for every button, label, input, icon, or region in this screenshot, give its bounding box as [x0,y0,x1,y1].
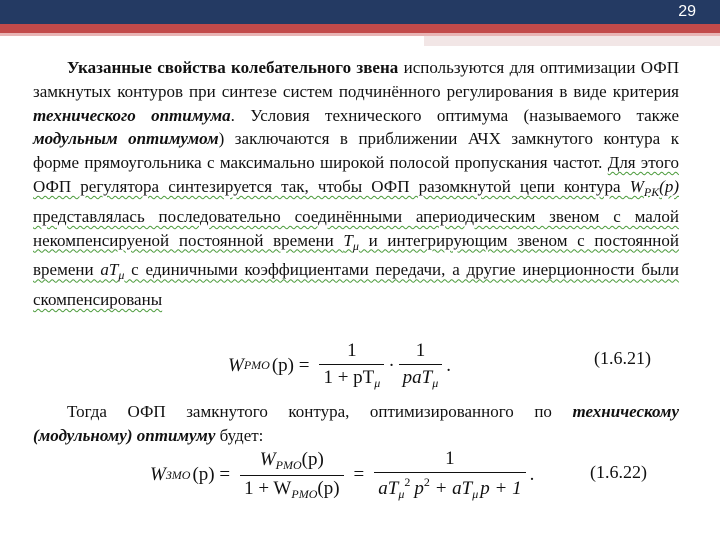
denominator [399,364,443,391]
numerator: 1 [415,340,426,361]
symbol: (p) [317,477,340,499]
symbol: (p) [301,448,324,470]
subscript: ЗМО [165,467,191,482]
numerator: 1 [347,340,357,361]
text: с единичными коэффициентами передачи, а другие инерционности были скомпенсированы [33,260,679,310]
subscript: μ [472,487,479,501]
operator: · [388,354,395,376]
denominator [319,364,384,391]
fraction [374,448,525,502]
numerator [256,449,328,475]
text-bold: Указанные свойства колебательного звена [67,58,399,77]
text: ) заключаются в приближении АЧХ замкнутого контура к форме прямоугольника с максимально широкой полосой пропускания частот. [33,129,679,173]
text-bold-italic: модульным оптимумом [33,129,219,149]
text-bold-italic: техническому (модульному) оптимуму [33,402,679,445]
text-bold-italic: технического оптимума [33,105,231,125]
text: Для этого ОФП регулятора синтезируется так, чтобы ОФП разомкнутой цепи контура [33,153,679,196]
superscript: 2 [404,475,411,489]
symbol-t-mu [343,230,359,253]
formula-1621 [228,340,451,391]
symbol: T [343,230,353,250]
symbol: W [228,354,244,376]
text: . Условия технического оптимума (называемого также [230,105,680,125]
header-bar [0,0,720,24]
subscript: PMO [243,358,270,372]
operator: . [529,464,535,485]
symbol: (p) [659,176,679,196]
subscript: μ [398,487,405,501]
underlined-text [33,153,679,309]
text: представлялась последовательно соединёнными апериодическим звеном с малой некомпенсируеной постоянной времени [33,206,679,250]
paragraph-main [33,56,679,312]
subscript: μ [352,238,359,253]
operator: = [353,464,365,485]
symbol: 1 + pT [323,367,375,388]
symbol: p + 1 [480,478,522,499]
text: будет: [215,425,264,445]
subscript: μ [432,376,439,390]
symbol: + aT [429,478,473,499]
subscript: μ [374,376,381,390]
text: Тогда ОФП замкнутого контура, оптимизированного по [67,402,573,421]
text: используются для оптимизации ОФП замкнутых контуров при синтезе систем подчинённого регулирования в виде критерия [33,58,679,101]
symbol-w-rk [629,176,679,199]
symbol: W [150,464,166,485]
symbol-a-t-mu [100,260,125,283]
subscript: μ [118,268,125,283]
symbol: aT [100,260,119,280]
subscript: PMO [275,457,302,472]
paragraph-second [33,400,679,448]
equation-number: (1.6.21) [594,348,651,368]
symbol: (p) = [192,464,231,485]
denominator [374,472,525,502]
symbol: (p) = [271,354,310,376]
numerator: 1 [445,448,455,469]
symbol: W [259,448,276,470]
symbol: W [629,176,644,196]
denominator [240,475,343,502]
header-stripe [0,24,720,33]
subscript: РК [643,184,660,199]
fraction [319,340,384,391]
fraction [240,449,343,502]
fraction [399,340,443,391]
operator: . [446,354,451,376]
header-accent [424,36,720,46]
symbol: aT [378,478,399,499]
formula-1622 [150,448,534,502]
equation-number: (1.6.22) [590,462,647,482]
superscript: 2 [423,475,430,489]
subscript: PMO [291,486,318,501]
text: и интегрирующим звеном с постоянной времени [33,230,679,280]
symbol: 1 + W [244,477,292,499]
symbol: p [414,478,424,499]
page-number: 29 [678,3,696,20]
symbol: paT [402,367,433,388]
